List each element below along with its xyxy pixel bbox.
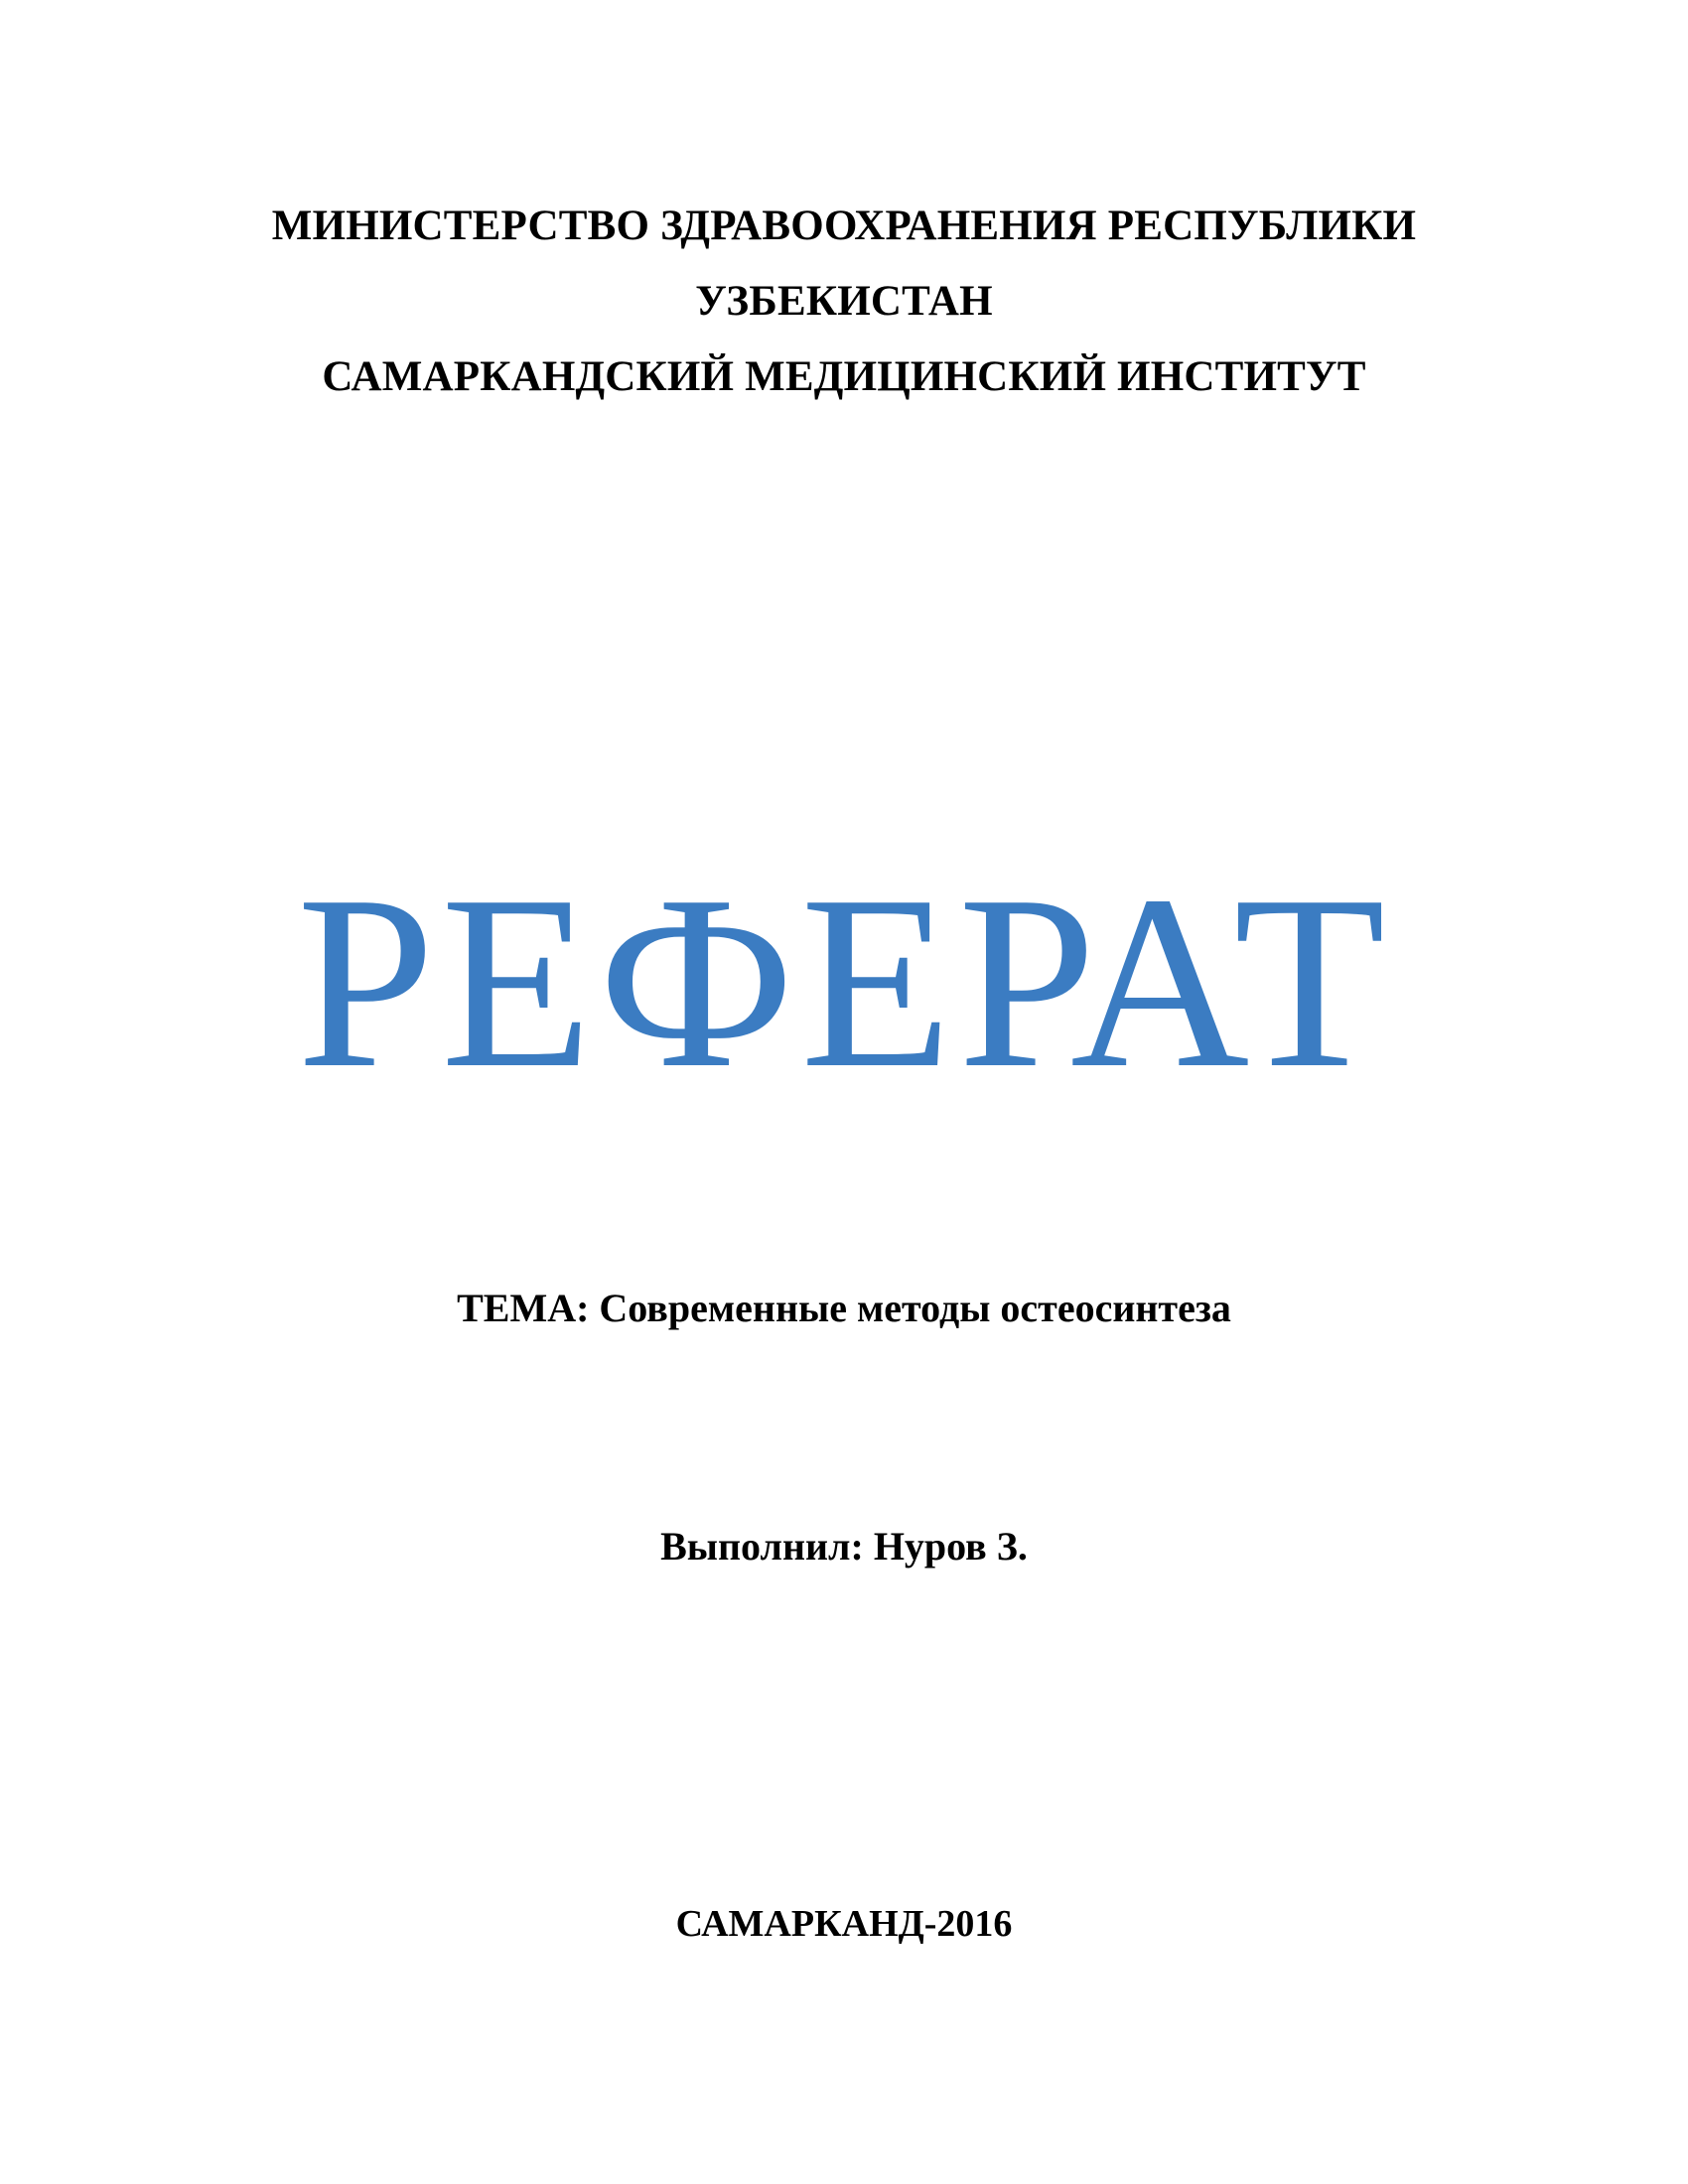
city-year: САМАРКАНД-2016 [675,1903,1013,1945]
ministry-line-1: МИНИСТЕРСТВО ЗДРАВООХРАНЕНИЯ РЕСПУБЛИКИ [271,203,1417,249]
document-type-title: РЕФЕРАТ [296,845,1392,1120]
ministry-line-2: УЗБЕКИСТАН [695,278,993,325]
topic-line: ТЕМА: Современные методы остеосинтеза [457,1286,1231,1330]
header-block [0,189,1688,415]
institute-name: САМАРКАНДСКИЙ МЕДИЦИНСКИЙ ИНСТИТУТ [322,353,1366,400]
author-line: Выполнил: Нуров З. [660,1524,1028,1569]
